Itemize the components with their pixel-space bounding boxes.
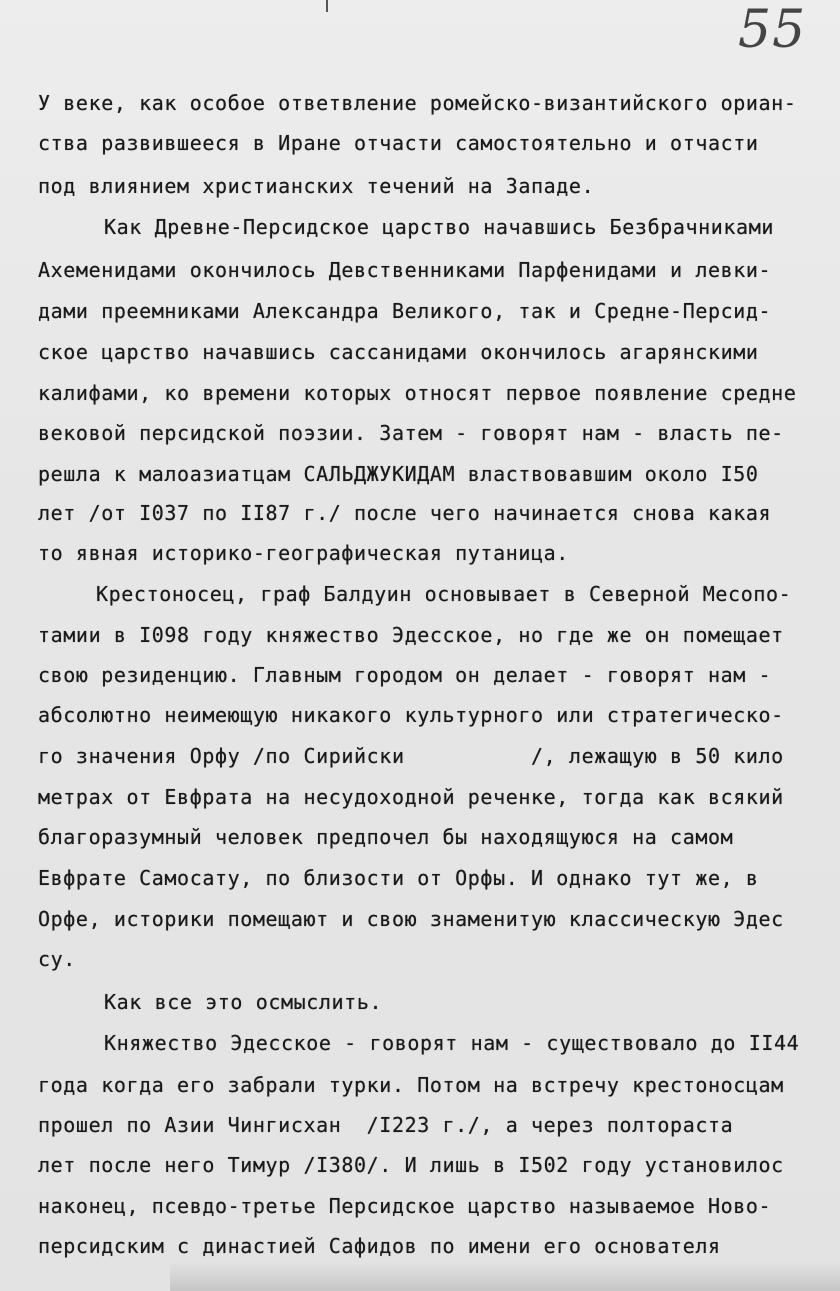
text-line: персидским с династией Сафидов по имени его основателя — [38, 1234, 721, 1258]
text-line: ства развившееся в Иране отчасти самостоятельно и отчасти — [38, 131, 759, 155]
text-line: лет /от I037 по II87 г./ после чего начинается снова какая — [38, 501, 772, 525]
text-line: прошел по Азии Чингисхан /I223 г./, а через полтораста — [38, 1113, 734, 1137]
text-line: благоразумный человек предпочел бы находящуюся на самом — [38, 825, 734, 849]
text-line: калифами, ко времени которых относят первое появление средне — [38, 381, 797, 405]
text-line: абсолютно неимеющую никакого культурного или стратегическо- — [38, 703, 784, 727]
text-line: ское царство начавшись сассанидами окончилось агарянскими — [38, 340, 759, 364]
text-line: тамии в I098 году княжество Эдесское, но где же он помещает — [38, 623, 784, 647]
text-line: то явная историко-географическая путаница. — [38, 541, 569, 565]
text-line: Евфрате Самосату, по близости от Орфы. И однако тут же, в — [38, 866, 759, 890]
text-line: решла к малоазиатцам САЛЬДЖУКИДАМ властвовавшим около I50 — [38, 462, 759, 486]
text-line: У веке, как особое ответвление ромейско-византийского ориан- — [38, 91, 797, 115]
text-line: вековой персидской поэзии. Затем - говорят нам - власть пе- — [38, 421, 784, 445]
text-line: го значения Орфу /по Сирийски /, лежащую в 50 кило — [38, 744, 784, 768]
text-line: Ахеменидами окончилось Девственниками Парфенидами и левки- — [38, 258, 772, 282]
text-line: года когда его забрали турки. Потом на встречу крестоносцам — [38, 1073, 784, 1097]
text-line: Как все это осмыслить. — [104, 990, 383, 1014]
text-line: Княжество Эдесское - говорят нам - существовало до II44 — [104, 1031, 800, 1055]
text-line: лет после него Тимур /I380/. И лишь в I502 году установилос — [38, 1153, 784, 1177]
text-line: Орфе, историки помещают и свою знаменитую классическую Эдес — [38, 907, 784, 931]
handwritten-page-number: 55 — [738, 0, 807, 60]
text-line: свою резиденцию. Главным городом он делает - говорят нам - — [38, 663, 772, 687]
text-line: под влиянием христианских течений на Западе. — [38, 174, 595, 198]
text-line: наконец, псевдо-третье Персидское царство называемое Ново- — [38, 1194, 772, 1218]
text-line: су. — [38, 947, 76, 971]
page-edge-shadow — [170, 1262, 840, 1291]
text-line: Крестоносец, граф Балдуин основывает в Северной Месопо- — [96, 582, 792, 606]
text-line: метрах от Евфрата на несудоходной реченке, тогда как всякий — [38, 785, 784, 809]
text-line: дами преемниками Александра Великого, так и Средне-Персид- — [38, 299, 772, 323]
text-line: Как Древне-Персидское царство начавшись Безбрачниками — [104, 215, 774, 239]
